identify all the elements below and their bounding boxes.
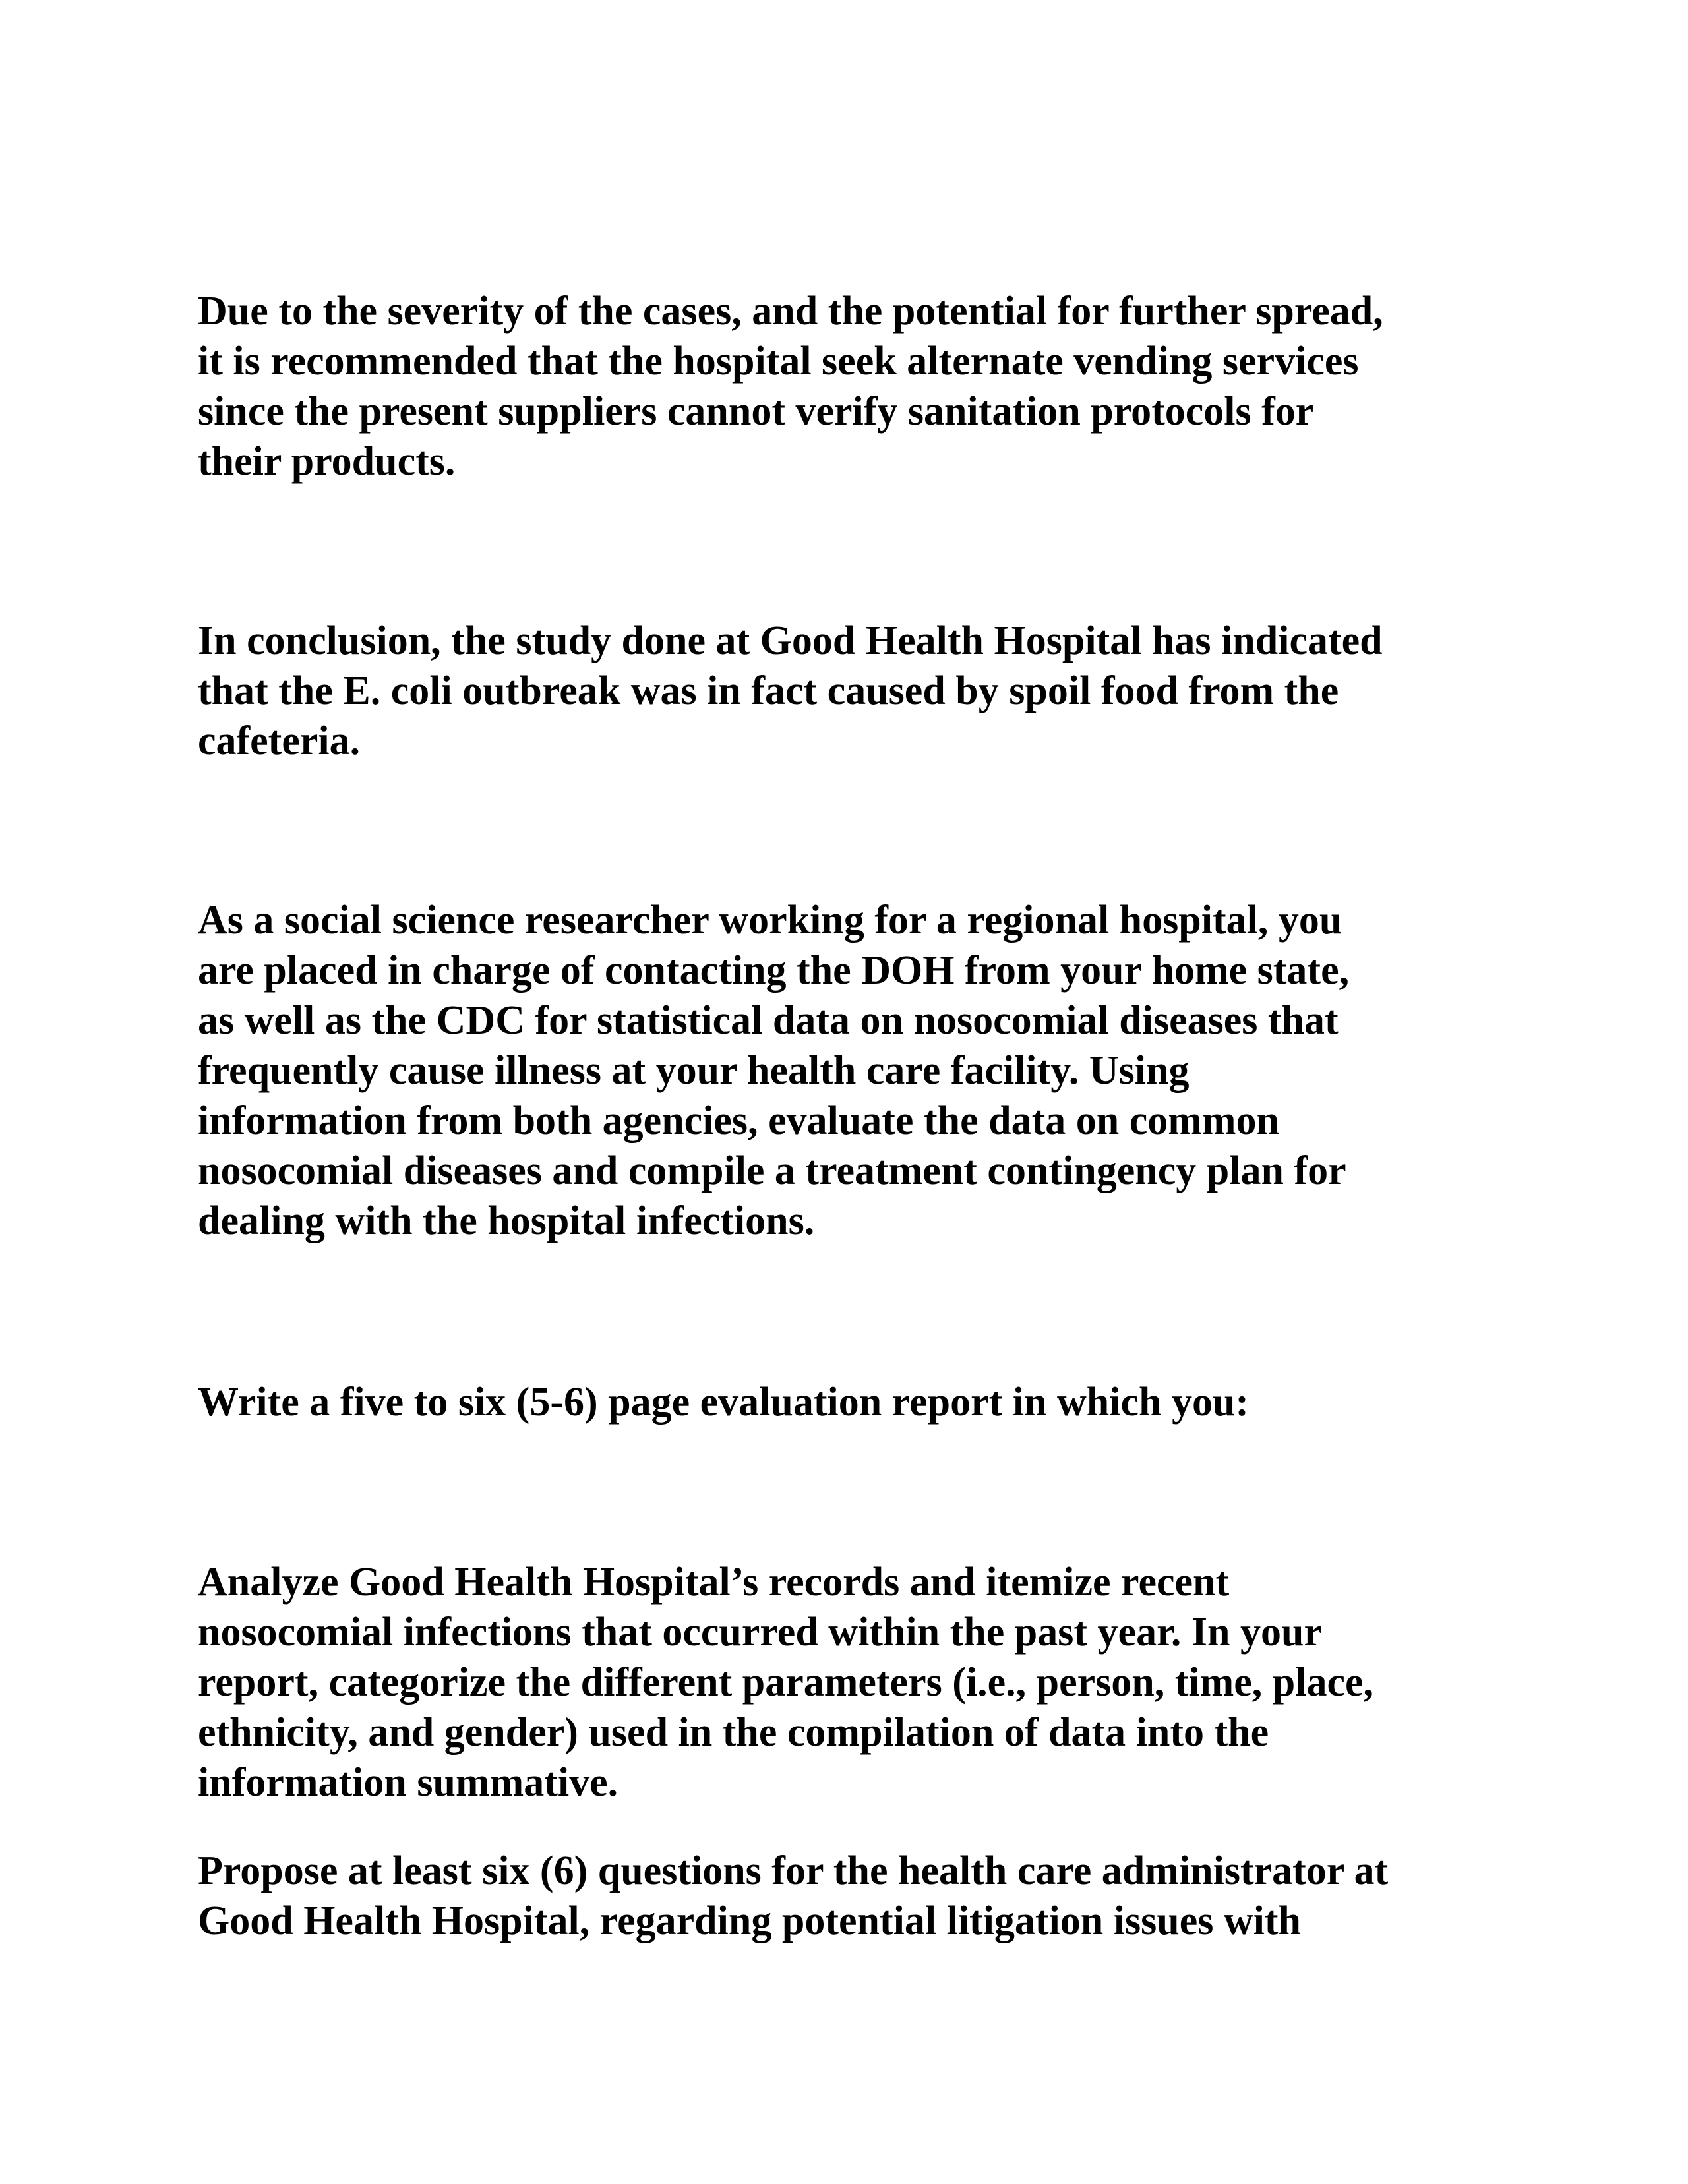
text-line: Propose at least six (6) questions for the health care administrator at: [198, 1848, 1389, 1893]
text-line: their products.: [198, 439, 456, 484]
text-line: Write a five to six (5-6) page evaluation report in which you:: [198, 1380, 1250, 1425]
text-line: ethnicity, and gender) used in the compilation of data into the: [198, 1710, 1269, 1755]
paragraph-scenario: [198, 895, 1517, 1246]
paragraph-conclusion: [198, 616, 1517, 766]
text-line: information from both agencies, evaluate the data on common: [198, 1098, 1280, 1143]
text-line: In conclusion, the study done at Good Health Hospital has indicated: [198, 618, 1383, 663]
text-line: information summative.: [198, 1760, 618, 1805]
text-line: it is recommended that the hospital seek alternate vending services: [198, 339, 1359, 384]
text-line: frequently cause illness at your health care facility. Using: [198, 1048, 1190, 1093]
text-line: nosocomial diseases and compile a treatment contingency plan for: [198, 1148, 1346, 1193]
text-line: that the E. coli outbreak was in fact caused by spoil food from the: [198, 668, 1339, 713]
text-line: since the present suppliers cannot verify sanitation protocols for: [198, 389, 1314, 434]
text-line: Due to the severity of the cases, and the potential for further spread,: [198, 289, 1383, 334]
paragraph-propose-task: [198, 1846, 1517, 1946]
paragraph-analyze-task: [198, 1557, 1517, 1808]
text-line: nosocomial infections that occurred within the past year. In your: [198, 1610, 1322, 1655]
text-line: dealing with the hospital infections.: [198, 1198, 815, 1243]
text-line: Good Health Hospital, regarding potential litigation issues with: [198, 1899, 1302, 1943]
text-line: Analyze Good Health Hospital’s records and itemize recent: [198, 1560, 1230, 1605]
text-line: As a social science researcher working for a regional hospital, you: [198, 898, 1342, 943]
paragraph-recommendation: [198, 286, 1517, 487]
text-line: report, categorize the different parameters (i.e., person, time, place,: [198, 1660, 1374, 1705]
text-line: as well as the CDC for statistical data on nosocomial diseases that: [198, 998, 1339, 1043]
text-line: are placed in charge of contacting the DOH from your home state,: [198, 948, 1350, 993]
paragraph-instructions: [198, 1377, 1517, 1427]
text-line: cafeteria.: [198, 719, 361, 763]
